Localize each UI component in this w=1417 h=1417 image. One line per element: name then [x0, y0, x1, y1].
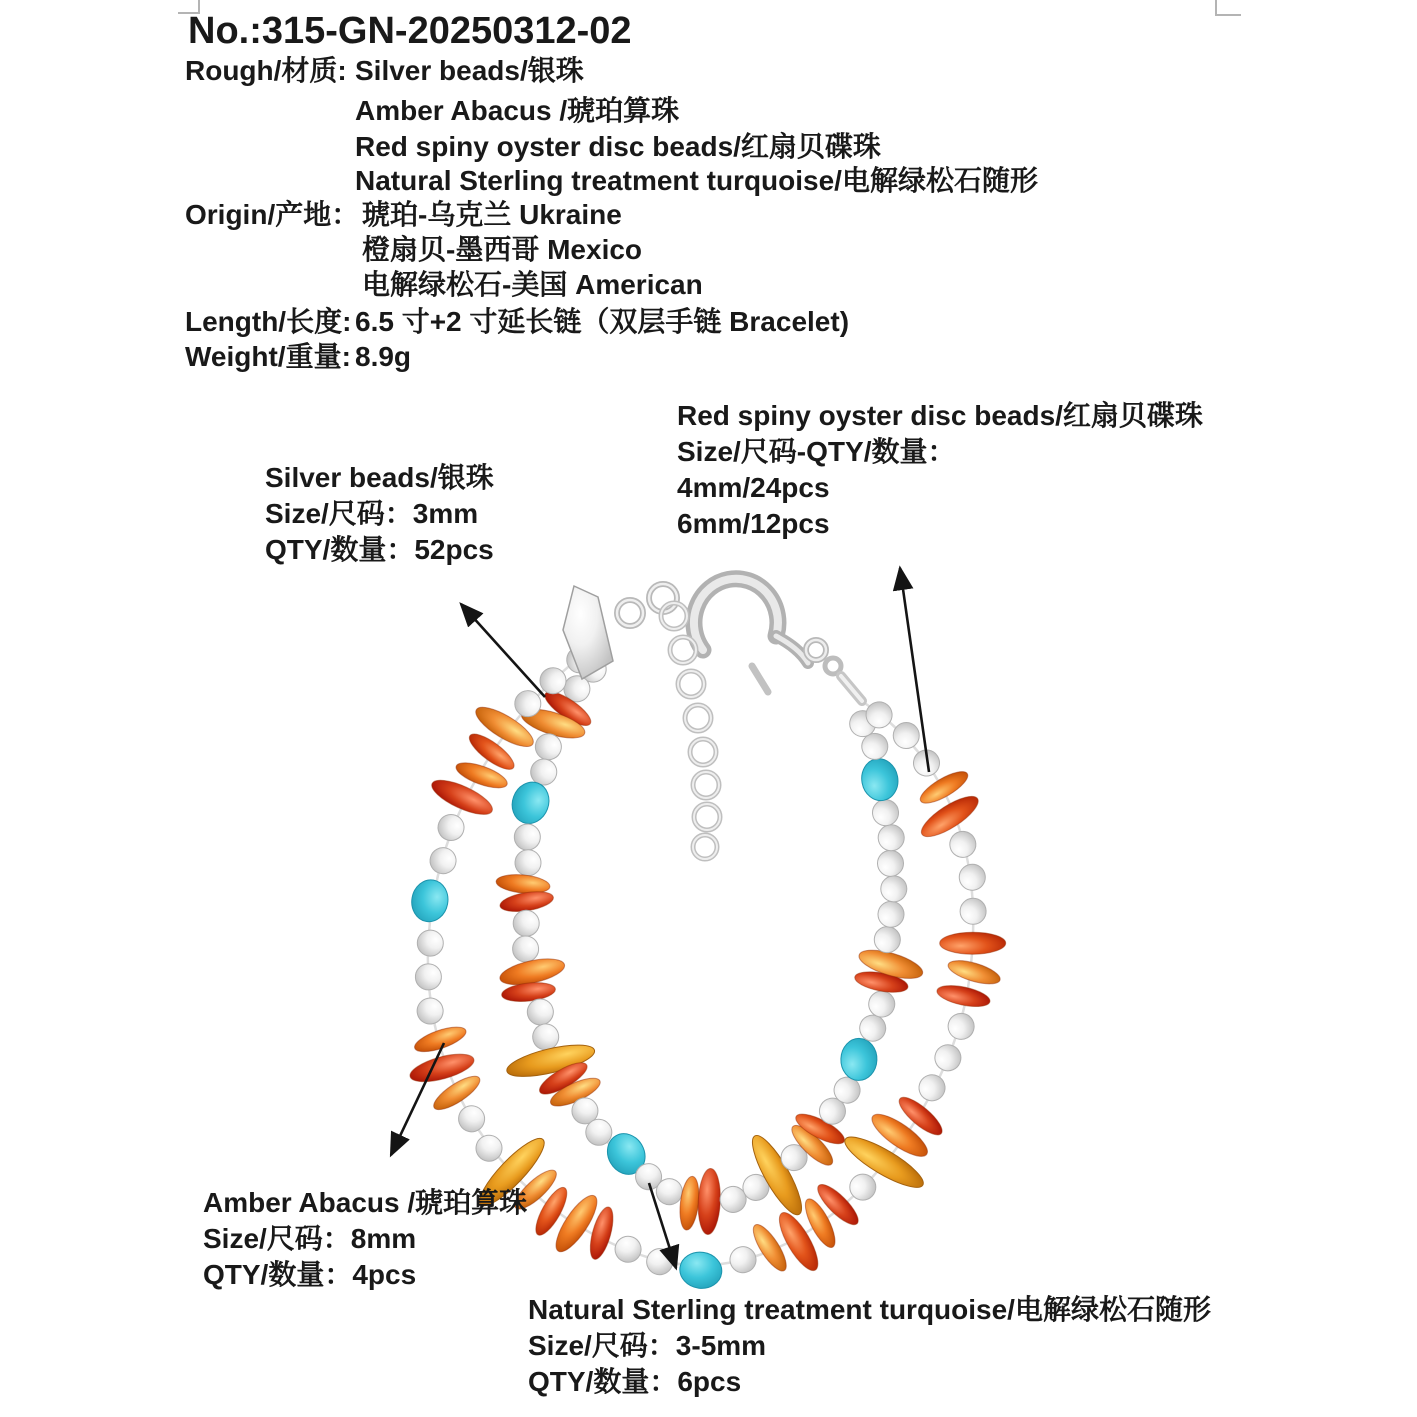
- weight-label: Weight/重量:: [185, 341, 351, 372]
- bead-sil: [877, 901, 904, 928]
- bead-sil: [512, 935, 540, 963]
- rough-value: Red spiny oyster disc beads/红扇贝碟珠: [355, 131, 881, 162]
- bead-sil: [514, 849, 542, 877]
- callout-silver-qty: QTY/数量：52pcs: [265, 534, 494, 565]
- callout-amber: [203, 1185, 527, 1293]
- bead-sil: [727, 1244, 759, 1276]
- callout-arrow-silver: [461, 604, 545, 697]
- callout-spiny-sizeqty: Size/尺码-QTY/数量：: [677, 436, 956, 467]
- callout-turquoise-qty: QTY/数量：6pcs: [528, 1366, 742, 1397]
- callout-spiny-row: 6mm/12pcs: [677, 508, 830, 539]
- bead-sil: [513, 910, 540, 937]
- bead-sil: [454, 1101, 490, 1137]
- bead-sil: [611, 1232, 645, 1266]
- rough-value: Silver beads/银珠: [355, 55, 584, 86]
- crimp-tube-highlight: [841, 676, 862, 701]
- origin-value: 琥珀-乌克兰 Ukraine: [362, 199, 622, 230]
- origin-value: 电解绿松石-美国 American: [362, 269, 703, 300]
- callout-turquoise-title: Natural Sterling treatment turquoise/电解绿松石随形: [528, 1294, 1211, 1325]
- bead-sil: [915, 1070, 950, 1105]
- origin-value: 橙扇贝-墨西哥 Mexico: [362, 234, 643, 265]
- bead-sil: [947, 828, 979, 860]
- bead-sil: [513, 823, 542, 852]
- bead-sil: [415, 963, 442, 990]
- bead-sil: [417, 929, 444, 956]
- bead-sil: [958, 863, 987, 892]
- callout-turquoise: [528, 1292, 1211, 1400]
- bead-sil: [931, 1041, 965, 1075]
- callout-silver-size: Size/尺码：3mm: [265, 498, 479, 529]
- clasp-trigger: [752, 666, 768, 692]
- bead-sil: [427, 845, 459, 877]
- rough-value: Amber Abacus /琥珀算珠: [355, 95, 680, 126]
- weight-value: 8.9g: [355, 341, 412, 372]
- rough-value: Natural Sterling treatment turquoise/电解绿松石随形: [355, 165, 1038, 196]
- callout-arrows: [391, 568, 929, 1268]
- callout-amber-title: Amber Abacus /琥珀算珠: [203, 1187, 528, 1218]
- origin-label: Origin/产地：: [185, 199, 360, 230]
- callout-spiny: [677, 398, 1203, 542]
- bead-tur: [858, 756, 901, 804]
- callout-amber-qty: QTY/数量：4pcs: [203, 1259, 417, 1290]
- bead-sil: [945, 1010, 977, 1042]
- bead-sil: [434, 811, 468, 845]
- length-value: 6.5 寸+2 寸延长链（双层手链 Bracelet): [355, 306, 850, 337]
- callout-amber-size: Size/尺码：8mm: [203, 1223, 417, 1254]
- bead-sil: [881, 876, 907, 902]
- callout-spiny-row: 4mm/24pcs: [677, 472, 830, 503]
- bead-s6: [697, 1168, 722, 1235]
- length-label: Length/长度:: [185, 306, 352, 337]
- bead-tur: [840, 1038, 878, 1081]
- bead-sil: [888, 717, 925, 754]
- bead-tur: [678, 1250, 725, 1291]
- jump-ring-highlight: [617, 600, 643, 626]
- bead-s4: [946, 956, 1003, 989]
- bead-s6: [940, 932, 1006, 954]
- callout-arrow-amber: [391, 1043, 444, 1155]
- bead-tur: [408, 877, 451, 925]
- lobster-clasp-highlight: [694, 579, 778, 650]
- connector-ring: [825, 658, 841, 674]
- bead-sil: [877, 850, 904, 877]
- callout-turquoise-size: Size/尺码：3-5mm: [528, 1330, 767, 1361]
- clasp-assembly: [563, 579, 862, 859]
- bead-sil: [415, 996, 445, 1026]
- product-number: No.:315-GN-20250312-02: [188, 10, 632, 52]
- callout-silver: [265, 460, 494, 568]
- bead-sil: [960, 898, 987, 925]
- rough-label: Rough/材质:: [185, 55, 347, 86]
- bead-sil: [871, 798, 900, 827]
- callout-spiny-title: Red spiny oyster disc beads/红扇贝碟珠: [677, 400, 1203, 431]
- extension-chain: [661, 603, 720, 859]
- callout-silver-title: Silver beads/银珠: [265, 462, 494, 493]
- bead-sil: [877, 824, 905, 852]
- bead-sil: [873, 926, 901, 954]
